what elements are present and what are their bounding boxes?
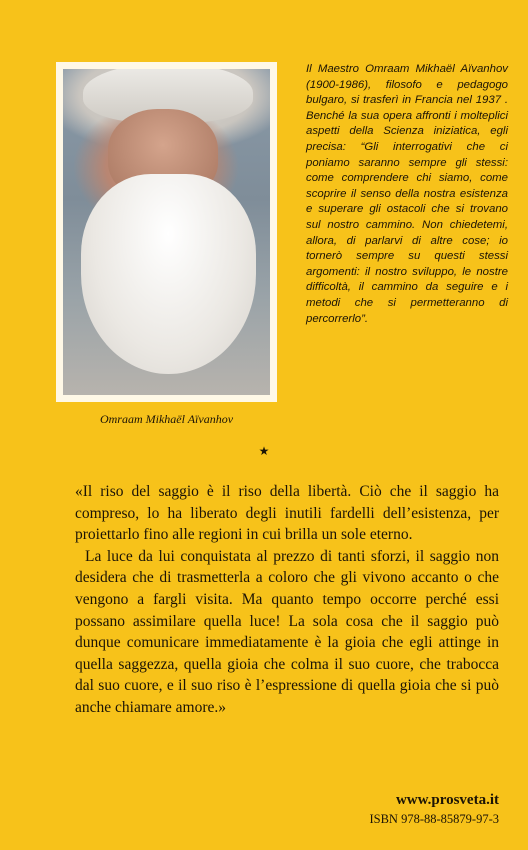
back-cover-quote	[75, 481, 499, 719]
isbn: ISBN 978-88-85879-97-3	[369, 812, 499, 826]
star-separator: ★	[258, 444, 270, 458]
author-photo	[63, 69, 270, 395]
author-bio	[306, 62, 508, 327]
author-photo-frame	[56, 62, 277, 402]
quote-paragraph-2: La luce da lui conquistata al prezzo di tanti sforzi, il saggio non desidera che di trasmetterla a coloro che gli vivono accanto o che vengono a fargli visita. Ma quanto tempo occorre perché essi possano assimilare quella luce! La sola cosa che il saggio può dunque comunicare immediatamente è la gioia che egli attinge in quella saggezza, quella gioia che colma il suo cuore, che trabocca dal suo cuore, e il suo riso è l’espressione di quella gioia che si può anche chiamare amore.»	[75, 547, 499, 716]
photo-caption: Omraam Mikhaël Aïvanhov	[99, 412, 234, 426]
photo-beard-shape	[81, 174, 256, 374]
publisher-url: www.prosveta.it	[395, 792, 499, 808]
author-bio-text: Il Maestro Omraam Mikhaël Aïvanhov (1900-1986), filosofo e pedagogo bulgaro, si trasferì in Francia nel 1937 . Benché la sua opera affronti i molteplici aspetti della Scienza iniziatica, egli precisa: “Gli interrogativi che ci poniamo saranno sempre gli stessi: come comprendere chi siamo, come scoprire il senso della nostra esistenza e superare gli ostacoli che si trovano sul nostro cammino. Non chiedetemi, allora, di parlarvi di altre cose; io tornerò sempre su questi stessi argomenti: il nostro sviluppo, le nostre difficoltà, il cammino da seguire e i metodi che si permetteranno di percorrerlo”.	[306, 63, 508, 325]
quote-paragraph-1: «Il riso del saggio è il riso della libertà. Ciò che il saggio ha compreso, lo ha liberato degli inutili fardelli dell’esistenza, per proiettarlo fino alle regioni in cui brilla un sole eterno.	[75, 483, 499, 544]
